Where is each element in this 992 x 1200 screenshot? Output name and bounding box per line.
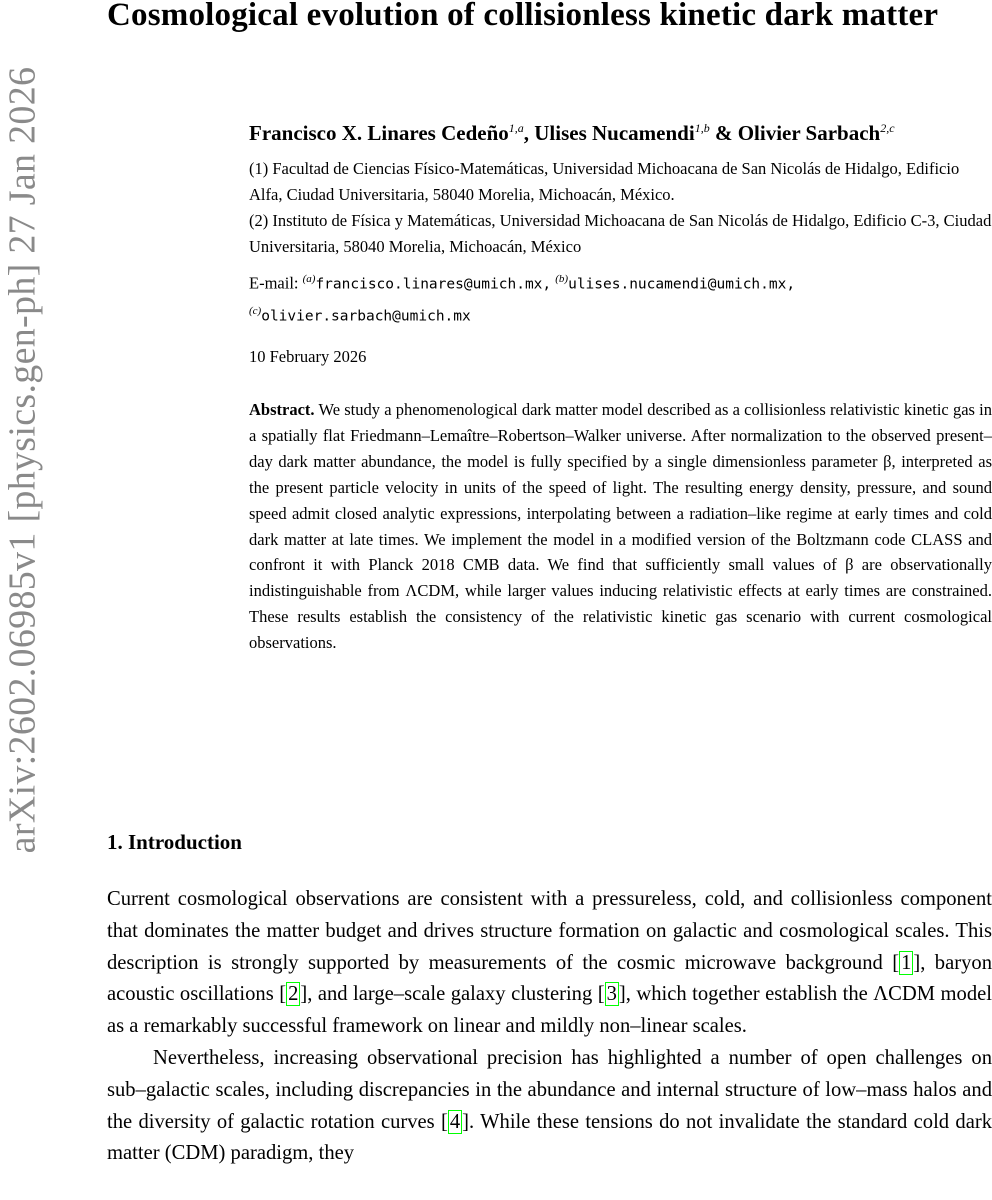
arxiv-identifier: arXiv:2602.06985v1 [physics.gen-ph] 27 Jan 2026 bbox=[1, 66, 44, 854]
email-address[interactable]: ulises.nucamendi@umich.mx, bbox=[568, 276, 796, 293]
paragraph: Current cosmological observations are consistent with a pressureless, cold, and collisionless component that dominates the matter budget and drives structure formation on galactic and cosmological scales. This description is strongly supported by measurements of the cosmic microwave background [1], baryon acoustic oscillations [2], and large–scale galaxy clustering [3], which together establish the ΛCDM model as a remarkably successful framework on linear and mildly non–linear scales. bbox=[107, 888, 992, 1038]
email-address[interactable]: olivier.sarbach@umich.mx bbox=[261, 308, 471, 324]
paragraph: Nevertheless, increasing observational precision has highlighted a number of open challenges on sub–galactic scales, including discrepancies in the abundance and internal structure of low–mass halos and the diversity of galactic rotation curves [4]. While these tensions do not invalidate the standard cold dark matter (CDM) paradigm, they bbox=[107, 1046, 992, 1165]
abstract bbox=[249, 397, 992, 656]
front-matter bbox=[249, 114, 992, 656]
author-name: Ulises Nucamendi bbox=[534, 121, 695, 145]
arxiv-watermark bbox=[0, 0, 44, 920]
abstract-text: We study a phenomenological dark matter model described as a collisionless relativistic kinetic gas in a spatially flat Friedmann–Lemaître–Robertson–Walker universe. After normalization to the observed present–day dark matter abundance, the model is fully specified by a single dimensionless parameter β, interpreted as the present particle velocity in units of the speed of light. The resulting energy density, pressure, and sound speed admit closed analytic expressions, interpolating between a radiation–like regime at early times and cold dark matter at late times. We implement the model in a modified version of the Boltzmann code CLASS and confront it with Planck 2018 CMB data. We find that sufficiently small values of β are observationally indistinguishable from ΛCDM, while larger values inducing relativistic effects at early times are constrained. These results establish the consistency of the relativistic kinetic gas scenario with current cosmological observations. bbox=[249, 400, 992, 653]
section-title: Introduction bbox=[128, 830, 242, 854]
citation-link[interactable]: 3 bbox=[606, 983, 617, 1006]
author-affiliation-marker: 2,c bbox=[880, 121, 895, 135]
citation-link[interactable]: 4 bbox=[449, 1110, 461, 1133]
affiliation-1: (1) Facultad de Ciencias Físico-Matemáticas, Universidad Michoacana de San Nicolás de Hidalgo, Edificio Alfa, Ciudad Universitaria, 58040 Morelia, Michoacán, México. bbox=[249, 159, 960, 204]
author-separator: & bbox=[709, 121, 738, 145]
email-label: E-mail: bbox=[249, 273, 299, 293]
author-affiliation-marker: 1,b bbox=[694, 121, 710, 135]
paragraph-text: Current cosmological observations are consistent with a pressureless, cold, and collisionless component that dominates the matter budget and drives structure formation on galactic and cosmological scales. This description is strongly supported by measurements of the cosmic microwave background bbox=[107, 888, 992, 974]
introduction-body bbox=[107, 884, 992, 1170]
email-address[interactable]: francisco.linares@umich.mx, bbox=[315, 276, 552, 293]
email-marker: (c) bbox=[249, 304, 262, 317]
author-affiliation-marker: 1,a bbox=[508, 121, 524, 135]
abstract-label: Abstract. bbox=[249, 400, 315, 419]
email-marker: (a) bbox=[302, 273, 316, 285]
author-list bbox=[249, 114, 992, 148]
citation-link[interactable]: 1 bbox=[901, 951, 912, 974]
paper-date: 10 February 2026 bbox=[249, 347, 367, 366]
paragraph-text: , and large–scale galaxy clustering bbox=[307, 983, 598, 1006]
paper-title: Cosmological evolution of collisionless kinetic dark matter bbox=[107, 0, 939, 33]
paragraph-text: , baryon acoustic oscillations bbox=[107, 951, 992, 1006]
affiliation-2: (2) Instituto de Física y Matemáticas, Universidad Michoacana de San Nicolás de Hidalgo, Edificio C-3, Ciudad Universitaria, 58040 Morelia, Michoacán, México bbox=[249, 211, 992, 256]
citation-link[interactable]: 2 bbox=[288, 983, 299, 1006]
section-number: 1. bbox=[107, 830, 123, 854]
paragraph-text: Nevertheless, increasing observational precision has highlighted a number of open challenges on sub–galactic scales, including discrepancies in the abundance and internal structure of low–mass halos and the diversity of galactic rotation curves bbox=[107, 1046, 992, 1133]
author-name: Olivier Sarbach bbox=[737, 121, 881, 145]
author-separator: , bbox=[523, 121, 535, 145]
email-line bbox=[249, 266, 992, 329]
author-name: Francisco X. Linares Cedeño bbox=[249, 121, 509, 145]
section-heading bbox=[107, 830, 242, 855]
paragraph-text: . While these tensions do not invalidate the standard cold dark matter (CDM) paradigm, they bbox=[107, 1110, 992, 1165]
email-marker: (b) bbox=[555, 273, 569, 285]
paragraph-text: , which together establish the ΛCDM model as a remarkably successful framework on linear and mildly non–linear scales. bbox=[107, 983, 992, 1038]
affiliations bbox=[249, 156, 992, 260]
